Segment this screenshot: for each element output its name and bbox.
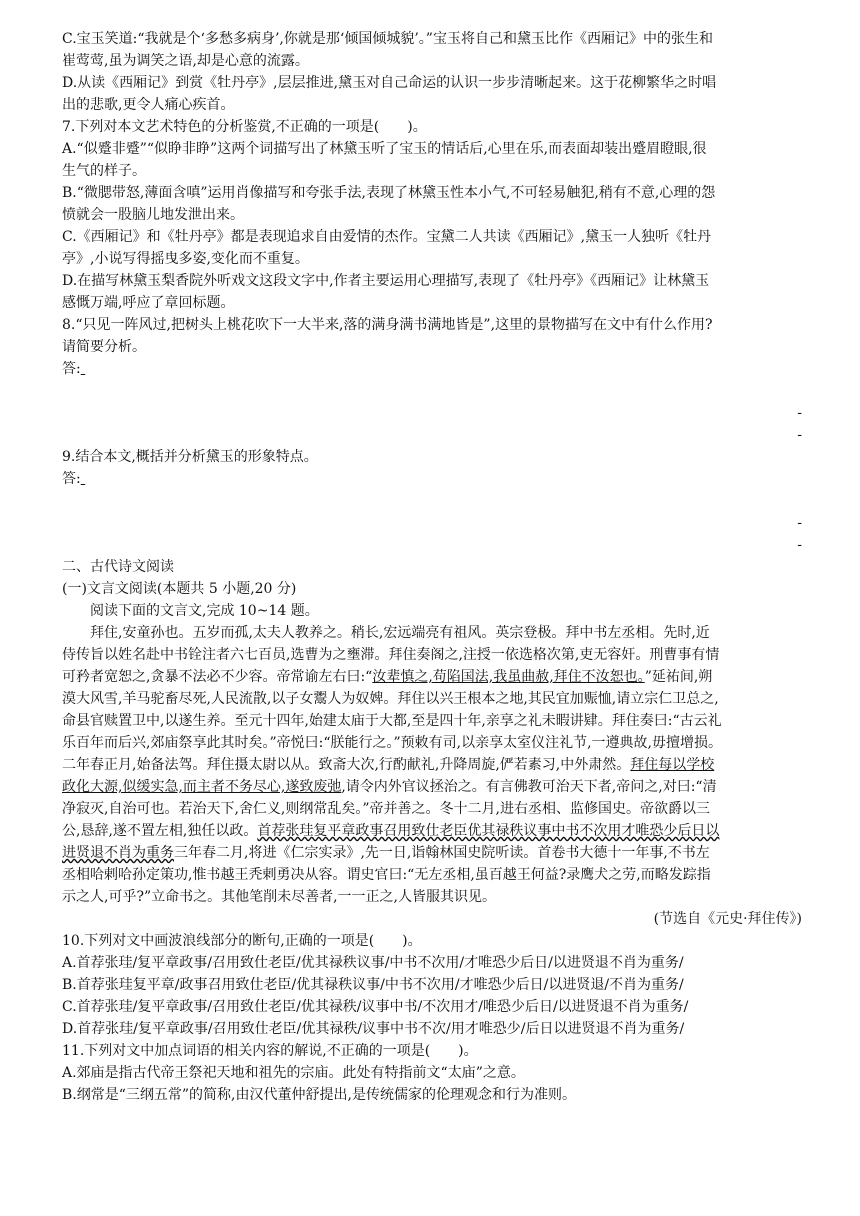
question-10 [62,930,802,1040]
question-stem: 11.下列对文中加点词语的相关内容的解说,不正确的一项是( )。 [62,1043,478,1059]
answer-field[interactable] [62,468,802,490]
passage-line: 漠大风雪,羊马驼畜尽死,人民流散,以子女鬻人为奴婢。拜住以兴王根本之地,其民宜加赈恤,请立宗仁卫总之, [62,691,719,707]
question-11 [62,1040,802,1106]
wavy-underlined-text: 进贤退不肖为重务 [62,845,174,861]
answer-line-end: - [797,405,802,421]
option-line: A.郊庙是指古代帝王祭祀天地和祖先的宗庙。此处有特指前文“太庙”之意。 [62,1065,525,1081]
option-line: B.首荐张珪复平章/政事召用致仕老臣/优其禄秩议事/中书不次用/才唯恐少后日/以进贤退/不肖为重务/ [62,977,684,993]
passage-line [62,776,802,798]
option-line: 愤就会一股脑儿地发泄出来。 [62,207,244,223]
text-line: 出的悲歌,更令人痛心疾首。 [62,97,235,113]
passage-text: 公,恳辞,遂不置左相,独任以政。 [62,823,258,839]
question-7 [62,116,802,314]
question-stem: 9.结合本文,概括并分析黛玉的形象特点。 [62,449,318,465]
question-9 [62,446,802,556]
question-stem: 8.“只见一阵风过,把树头上桃花吹下一大半来,落的满身满书满地皆是”,这里的景物描写在文中有什么作用? [62,317,713,333]
passage-line [62,754,802,776]
text-line: 崔莺莺,虽为调笑之语,却是心意的流露。 [62,53,309,69]
question-stem: 请简要分析。 [62,339,146,355]
text-line: D.从读《西厢记》到赏《牡丹亭》,层层推进,黛玉对自己命运的认识一步步清晰起来。这于花柳繁华之时唱 [62,75,717,91]
section-classical-reading [62,556,802,622]
passage-line: 乐百年而后兴,郊庙祭享此其时矣。”帝悦曰:“朕能行之。”预敕有司,以亲享太室仪注礼节,一遵典故,毋擅增损。 [62,735,722,751]
option-line: D.在描写林黛玉梨香院外听戏文这段文字中,作者主要运用心理描写,表现了《牡丹亭》《西厢记》让林黛玉 [62,273,710,289]
passage-line [62,820,802,842]
answer-line-end: - [797,515,802,531]
passage-line [62,842,802,864]
passage-line: 命县官赎置卫中,以遂生养。至元十四年,始建太庙于大都,至是四十年,亲享之礼未暇讲肄。拜住奏曰:“古云礼 [62,713,722,729]
underlined-sentence: 政化大源,似缓实急,而主者不务尽心,遂致废弛 [62,779,342,795]
option-line: 生气的样子。 [62,163,146,179]
option-line: B.纲常是“三纲五常”的简称,由汉代董仲舒提出,是传统儒家的伦理观念和行为准则。 [62,1087,576,1103]
option-line: C.首荐张珪/复平章政事/召用致仕老臣/优其禄秩/议事中书/不次用才/唯恐少后日/以进贤退不肖为重务/ [62,999,689,1015]
answer-blank[interactable] [62,490,802,512]
option-line: C.《西厢记》和《牡丹亭》都是表现追求自由爱情的杰作。宝黛二人共读《西厢记》,黛玉一人独听《牡丹 [62,229,712,245]
passage-text: 二年春正月,始备法驾。拜住摄太尉以从。致斋大次,行酌献礼,升降周旋,俨若素习,中外肃然。 [62,757,631,773]
answer-field[interactable] [62,358,802,380]
underlined-sentence: 汝辈慎之,苟陷国法,我虽曲赦,拜住不汝恕也。 [372,669,645,685]
option-line: B.“微腮带怒,薄面含嗔”运用肖像描写和夸张手法,表现了林黛玉性本小气,不可轻易触犯,稍有不意,心理的怨 [62,185,716,201]
passage-line [62,666,802,688]
answer-line-end: - [797,537,802,553]
passage-line: 拜住,安童孙也。五岁而孤,太夫人教养之。稍长,宏远端亮有祖风。英宗登极。拜中书左丞相。先时,近 [90,625,710,641]
option-line: 感慨万端,呼应了章回标题。 [62,295,235,311]
question-stem: 10.下列对文中画波浪线部分的断句,正确的一项是( )。 [62,933,422,949]
answer-blank[interactable] [62,380,802,402]
section-title: 二、古代诗文阅读 [62,559,174,575]
question-6-tail [62,28,802,116]
passage-text: ”延祐间,朔 [644,669,713,685]
question-8 [62,314,802,446]
passage-text: 三年春二月,将进《仁宗实录》,先一日,诣翰林国史院听读。首卷书大德十一年事,不书左 [174,845,710,861]
answer-label: 答: [62,471,81,487]
question-stem: 7.下列对本文艺术特色的分析鉴赏,不正确的一项是( )。 [62,119,427,135]
subsection-title: (一)文言文阅读(本题共 5 小题,20 分) [62,581,297,597]
option-line: A.首荐张珪/复平章政事/召用致仕老臣/优其禄秩议事/中书不次用/才唯恐少后日/以进贤退不肖为重务/ [62,955,684,971]
passage-line: 净寂灭,自治可也。若治天下,舍仁义,则纲常乱矣。”帝并善之。冬十二月,进右丞相、监修国史。帝欲爵以三 [62,801,710,817]
passage-line: 丞相哈剌哈孙定策功,惟书越王秃剌勇决从容。谓史官曰:“无左丞相,虽百越王何益?录鹰犬之劳,而略发踪指 [62,867,711,883]
passage-text: ,请令内外官议拯治之。有言佛教可治天下者,帝问之,对曰:“清 [341,779,717,795]
answer-line-end: - [797,427,802,443]
option-line: D.首荐张珪/复平章政事/召用致仕老臣/优其禄秩/议事中书不次/用才唯恐少/后日以进贤退不肖为重务/ [62,1021,685,1037]
document-page [62,28,802,1106]
passage-line: 示之人,可乎?”立命书之。其他笔削未尽善者,一一正之,人皆服其识见。 [62,889,497,905]
passage-source: (节选自《元史·拜住传》) [653,911,802,927]
wavy-underlined-text: 首荐张珪复平章政事召用致仕老臣优其禄秩议事中书不次用才唯恐少后日以 [257,823,720,839]
classical-passage [62,622,802,930]
text-line: C.宝玉笑道:“我就是个‘多愁多病身’,你就是那‘倾国倾城貌’。”宝玉将自己和黛玉比作《西厢记》中的张生和 [62,31,713,47]
option-line: 亭》,小说写得摇曳多姿,变化而不重复。 [62,251,309,267]
underlined-sentence: 拜住每以学校 [630,757,715,773]
instruction: 阅读下面的文言文,完成 10~14 题。 [90,603,319,619]
passage-line: 侍传旨以姓名赴中书铨注者六七百员,选曹为之壅滞。拜住奏阁之,注授一依选格次第,吏无容奸。刑曹事有情 [62,647,720,663]
answer-label: 答: [62,361,81,377]
option-line: A.“似蹙非蹙”“似睁非睁”这两个词描写出了林黛玉听了宝玉的情话后,心里在乐,而表面却装出蹙眉瞪眼,很 [62,141,707,157]
passage-text: 可矜者宽恕之,贪暴不法必不少容。帝常谕左右曰:“ [62,669,373,685]
